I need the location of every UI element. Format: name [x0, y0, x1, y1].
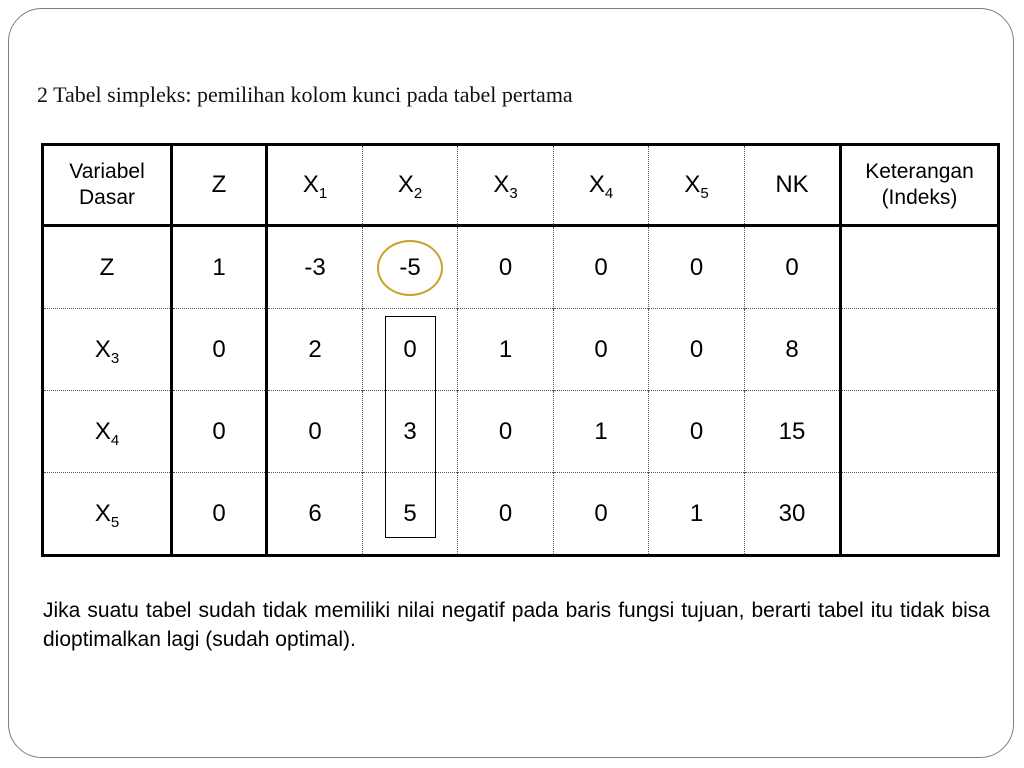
table-cell: -5: [363, 226, 458, 309]
table-cell: 0: [172, 473, 267, 556]
row-keterangan: [841, 391, 999, 473]
table-header-row: [43, 145, 999, 226]
table-cell: 1: [172, 226, 267, 309]
table-cell: 0: [554, 226, 649, 309]
header-nk: NK: [745, 145, 841, 226]
header-ket-line2: (Indeks): [881, 186, 958, 209]
header-x4: $X_4$: [554, 145, 649, 226]
table-cell: 1: [649, 473, 745, 556]
table-cell: 0: [649, 309, 745, 391]
header-x2: $X_2$: [363, 145, 458, 226]
header-x3: $X_3$: [458, 145, 554, 226]
table-cell: 5: [363, 473, 458, 556]
row-basis: $X_5$: [43, 473, 172, 556]
table-cell: 0: [458, 473, 554, 556]
table-cell: 0: [554, 309, 649, 391]
header-z: Z: [172, 145, 267, 226]
explanation-note: Jika suatu tabel sudah tidak memiliki nilai negatif pada baris fungsi tujuan, berarti tabel itu tidak bisa dioptimalkan lagi (sudah optimal).: [43, 599, 990, 651]
table-cell: 6: [267, 473, 363, 556]
table-cell: 0: [363, 309, 458, 391]
row-basis: $X_3$: [43, 309, 172, 391]
table-cell: 30: [745, 473, 841, 556]
row-keterangan: [841, 473, 999, 556]
table-cell: 2: [267, 309, 363, 391]
table-cell: 0: [172, 309, 267, 391]
row-basis: $X_4$: [43, 391, 172, 473]
header-basis-line1: Variabel: [69, 160, 145, 183]
table-cell: 1: [458, 309, 554, 391]
header-x5: $X_5$: [649, 145, 745, 226]
header-keterangan: [841, 145, 999, 226]
row-keterangan: [841, 309, 999, 391]
table-cell: 0: [172, 391, 267, 473]
table-cell: 1: [554, 391, 649, 473]
table-row: [43, 226, 999, 309]
table-cell: 15: [745, 391, 841, 473]
table-cell: 8: [745, 309, 841, 391]
table-cell: 0: [649, 391, 745, 473]
table-row: [43, 391, 999, 473]
table-cell: 0: [745, 226, 841, 309]
header-ket-line1: Keterangan: [865, 160, 974, 183]
table-cell: 0: [267, 391, 363, 473]
table-row: [43, 473, 999, 556]
simplex-table: [41, 143, 1000, 557]
header-basis-line2: Dasar: [78, 186, 136, 209]
table-cell: 3: [363, 391, 458, 473]
row-basis: Z: [43, 226, 172, 309]
table-cell: 0: [458, 391, 554, 473]
header-basis: [43, 145, 172, 226]
table-cell: 0: [649, 226, 745, 309]
table-cell: 0: [554, 473, 649, 556]
table-cell: -3: [267, 226, 363, 309]
table-row: [43, 309, 999, 391]
table-cell: 0: [458, 226, 554, 309]
row-keterangan: [841, 226, 999, 309]
slide-title: 2 Tabel simpleks: pemilihan kolom kunci pada tabel pertama: [37, 82, 573, 107]
header-x1: $X_1$: [267, 145, 363, 226]
